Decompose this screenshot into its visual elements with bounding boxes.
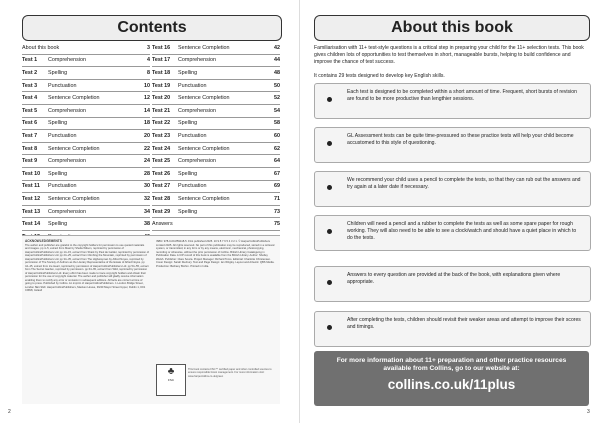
- toc-test-name: Sentence Completion: [178, 44, 230, 51]
- promo-banner: [314, 351, 589, 406]
- toc-test-name: Comprehension: [178, 107, 217, 114]
- toc-entry[interactable]: [152, 118, 280, 131]
- about-title: About this book: [314, 15, 590, 41]
- toc-test-name: Punctuation: [48, 82, 77, 89]
- promo-link[interactable]: collins.co.uk/11plus: [387, 377, 516, 392]
- toc-page-number: 32: [144, 195, 150, 202]
- toc-entry[interactable]: [152, 143, 280, 156]
- toc-test-name: Punctuation: [178, 132, 207, 139]
- bullet-text: We recommend your child uses a pencil to complete the tests, so that they can rub out the answers and try again at a later date if necessary.: [347, 177, 581, 190]
- toc-entry[interactable]: [22, 42, 150, 55]
- toc-test-number: Test 17: [152, 57, 171, 64]
- toc-page-number: 44: [274, 57, 280, 64]
- intro-paragraph-1: Familiarisation with 11+ test-style questions is a critical step in preparing your child for the 11+ selection tests. This book gives children lots of opportunities to test themselves in short, manageable bursts, helping to build confidence and improve the chance of test success.: [314, 45, 584, 65]
- toc-entry[interactable]: [152, 193, 280, 206]
- toc-test-number: Test 8: [22, 145, 38, 152]
- toc-page-number: 62: [274, 145, 280, 152]
- toc-entry[interactable]: [152, 92, 280, 105]
- toc-entry[interactable]: [22, 206, 150, 219]
- toc-entry[interactable]: [152, 168, 280, 181]
- toc-test-name: Punctuation: [48, 183, 77, 190]
- toc-page-number: 52: [274, 95, 280, 102]
- bullet-item: [314, 171, 591, 207]
- toc-entry[interactable]: [152, 155, 280, 168]
- toc-test-number: Test 7: [22, 132, 38, 139]
- toc-test-name: Spelling: [178, 208, 198, 215]
- toc-test-name: Comprehension: [48, 57, 87, 64]
- toc-test-name: Sentence Completion: [178, 145, 230, 152]
- toc-test-number: Test 3: [22, 82, 38, 89]
- bullet-text: After completing the tests, children should revisit their weaker areas and attempt to improve their scores and timings.: [347, 317, 581, 330]
- toc-test-number: Test 4: [22, 95, 38, 102]
- toc-test-number: Test 18: [152, 69, 171, 76]
- bullet-dot-icon: [327, 280, 332, 285]
- intro-paragraph-2: It contains 29 tests designed to develop key English skills.: [314, 73, 445, 79]
- toc-page-number: 54: [274, 107, 280, 114]
- toc-test-number: Test 25: [152, 158, 171, 165]
- toc-test-name: Comprehension: [48, 107, 87, 114]
- toc-test-name: Punctuation: [48, 132, 77, 139]
- toc-column-2: [152, 42, 280, 253]
- acknowledgements-panel: [22, 235, 280, 404]
- toc-test-number: Test 27: [152, 183, 171, 190]
- toc-test-name: Comprehension: [48, 208, 87, 215]
- toc-test-name: Punctuation: [178, 183, 207, 190]
- toc-test-name: Punctuation: [178, 82, 207, 89]
- toc-page-number: 3: [147, 44, 150, 51]
- toc-entry[interactable]: [22, 118, 150, 131]
- bullet-text: Children will need a pencil and a rubber to complete the tests as well as some spare paper for rough working. They will also need to be able to see a clock/watch and should have a quiet place in which to do the tests.: [347, 221, 577, 241]
- toc-page-number: 38: [144, 221, 150, 228]
- toc-test-name: Sentence Completion: [48, 195, 100, 202]
- toc-entry[interactable]: [22, 67, 150, 80]
- bullet-dot-icon: [327, 325, 332, 330]
- toc-entry[interactable]: [152, 55, 280, 68]
- bullet-dot-icon: [327, 141, 332, 146]
- toc-entry[interactable]: [152, 218, 280, 231]
- toc-entry[interactable]: [22, 143, 150, 156]
- acknowledgements-column-a: [25, 240, 149, 293]
- toc-test-number: Test 9: [22, 158, 38, 165]
- toc-entry[interactable]: [152, 67, 280, 80]
- bullet-dot-icon: [327, 185, 332, 190]
- toc-test-name: Spelling: [178, 120, 198, 127]
- toc-entry[interactable]: [22, 218, 150, 231]
- intro-text: [314, 45, 589, 87]
- toc-test-name: Sentence Completion: [178, 95, 230, 102]
- toc-page-number: 14: [144, 107, 150, 114]
- fsc-label: FSC: [168, 378, 174, 382]
- toc-entry[interactable]: [22, 92, 150, 105]
- toc-test-number: Test 21: [152, 107, 171, 114]
- toc-page-number: 69: [274, 183, 280, 190]
- toc-test-number: Test 1: [22, 57, 38, 64]
- toc-page-number: 4: [147, 57, 150, 64]
- toc-entry[interactable]: [152, 105, 280, 118]
- toc-test-name: Sentence Completion: [48, 95, 100, 102]
- toc-page-number: 50: [274, 82, 280, 89]
- toc-entry[interactable]: [22, 105, 150, 118]
- bullet-item: [314, 215, 591, 251]
- toc-test-name: Spelling: [48, 170, 68, 177]
- toc-entry-label: About this book: [22, 44, 60, 51]
- toc-test-number: Test 20: [152, 95, 171, 102]
- fsc-logo: [156, 364, 186, 396]
- toc-entry[interactable]: [152, 206, 280, 219]
- acknowledgements-text: The author and publisher are grateful to the copyright holders for permission to use quoted materials and images. pp 4–5, extract from Mast by Sheila Wilson, reprinted by permission of HarperCollinsPublishers Ltd. pp 14–15, extract from Shark by Paul de Gelder, reprinted by permission of HarperCollinsPublishers Ltd. pp 24–25, extract from Climbing the Mountain, reprinted by permission of HarperCollinsPublishers Ltd. pp 34–35, extract from The Highwayman by Alfred Noyes, reprinted by permission of The Society of Authors as the Literary Representative of the Estate of Alfred Noyes. pp 44–45, extract from Ice Heart, reprinted by permission of HarperCollinsPublishers Ltd. pp 54–55, extract from The Secret Garden, reprinted by permission. pp 64–65, extract from Wild, reprinted by permission of HarperCollinsPublishers Ltd. Every effort has been made to trace copyright holders and obtain their permission for the use of copyright material. The author and publisher will gladly receive information enabling them to rectify any error or omission in subsequent editions. All facts are correct at time of going to press. Published by Collins. An imprint of HarperCollinsPublishers. 1 London Bridge Street, London SE1 9GF. HarperCollinsPublishers, Macken House, 39/40 Mayor Street Upper, Dublin 1, D01 C9W8, Ireland: [25, 243, 149, 292]
- toc-test-name: Spelling: [48, 221, 68, 228]
- toc-test-number: Test 12: [22, 195, 41, 202]
- toc-test-number: Test 29: [152, 208, 171, 215]
- toc-entry[interactable]: [152, 42, 280, 55]
- toc-page-number: 30: [144, 183, 150, 190]
- toc-page-number: 58: [274, 120, 280, 127]
- toc-entry[interactable]: [152, 80, 280, 93]
- toc-entry[interactable]: [22, 168, 150, 181]
- toc-test-name: Comprehension: [178, 158, 217, 165]
- toc-entry[interactable]: [152, 181, 280, 194]
- tree-icon: ♣: [167, 366, 175, 377]
- page-number-left: 2: [8, 409, 11, 415]
- toc-test-number: Test 28: [152, 195, 171, 202]
- toc-entry[interactable]: [22, 130, 150, 143]
- toc-column-1: [22, 42, 150, 253]
- toc-page-number: 64: [274, 158, 280, 165]
- toc-page-number: 20: [144, 132, 150, 139]
- toc-test-number: Test 26: [152, 170, 171, 177]
- toc-entry-label: Answers: [152, 221, 173, 228]
- toc-page-number: 60: [274, 132, 280, 139]
- toc-page-number: 73: [274, 208, 280, 215]
- acknowledgements-heading: ACKNOWLEDGEMENTS: [25, 239, 62, 243]
- toc-test-number: Test 24: [152, 145, 171, 152]
- toc-test-number: Test 6: [22, 120, 38, 127]
- toc-test-name: Spelling: [48, 69, 68, 76]
- bullet-text: GL Assessment tests can be quite time-pressured so these practice tests will help your child become accustomed to this style of questioning.: [347, 133, 574, 146]
- toc-test-number: Test 23: [152, 132, 171, 139]
- page-number-right: 3: [587, 409, 590, 415]
- toc-page-number: 42: [274, 44, 280, 51]
- toc-test-number: Test 14: [22, 221, 41, 228]
- publication-details: ISBN: 978-0-00-859118-5. First published 2025. 10 9 8 7 6 5 4 3 2 1. © HarperCollinsPublishers Limited 2025. All rights reserved. No part of this publication may be reproduced, stored in a retrieval system, or transmitted, in any form or by any means, electronic, mechanical, photocopying, recording or otherwise, without the prior permission of Collins. British Library Cataloguing in Publication Data. A CIP record of this book is available from the British Library. Author: Shelley Welsh. Publisher: Clare Souza. Project Manager: Richard Toms. Editorial: Charlotte Christensen. Cover Design: Sarah Duxbury. Text and Page Design: Ian Wrigley. Layout and Artwork: QBS Media. Production: Bethany Brohm. Printed in India.: [156, 240, 275, 268]
- toc-page-number: 12: [144, 95, 150, 102]
- toc-entry[interactable]: [22, 55, 150, 68]
- toc-test-name: Spelling: [48, 120, 68, 127]
- toc-entry[interactable]: [152, 130, 280, 143]
- toc-entry[interactable]: [22, 193, 150, 206]
- toc-page-number: 75: [274, 221, 280, 228]
- toc-test-name: Comprehension: [178, 57, 217, 64]
- toc-test-number: Test 11: [22, 183, 40, 190]
- toc-page-number: 67: [274, 170, 280, 177]
- bullet-text: Each test is designed to be completed within a short amount of time. Frequent, short bursts of revision are found to be more productive than lengthier sessions.: [347, 89, 577, 102]
- toc-page-number: 28: [144, 170, 150, 177]
- bullet-item: [314, 311, 591, 347]
- toc-entry[interactable]: [22, 80, 150, 93]
- toc-test-number: Test 10: [22, 170, 41, 177]
- toc-page-number: 34: [144, 208, 150, 215]
- toc-test-number: Test 13: [22, 208, 41, 215]
- toc-test-name: Comprehension: [48, 158, 87, 165]
- bullet-dot-icon: [327, 229, 332, 234]
- toc-test-number: Test 2: [22, 69, 38, 76]
- toc-page-number: 8: [147, 69, 150, 76]
- toc-test-number: Test 16: [152, 44, 171, 51]
- bullet-item: [314, 127, 591, 163]
- bullet-item: [314, 83, 591, 119]
- contents-title: Contents: [22, 15, 282, 41]
- toc-test-name: Spelling: [178, 69, 198, 76]
- about-page: [300, 0, 600, 423]
- toc-test-name: Spelling: [178, 170, 198, 177]
- toc-test-name: Sentence Completion: [48, 145, 100, 152]
- toc-page-number: 22: [144, 145, 150, 152]
- toc-test-number: Test 19: [152, 82, 171, 89]
- bullet-dot-icon: [327, 97, 332, 102]
- toc-page-number: 71: [274, 195, 280, 202]
- toc-test-name: Sentence Completion: [178, 195, 230, 202]
- toc-entry[interactable]: [22, 155, 150, 168]
- promo-text: For more information about 11+ preparation and other practice resources available from Collins, go to our website at:: [336, 357, 567, 372]
- toc-test-number: Test 22: [152, 120, 171, 127]
- bullet-text: Answers to every question are provided at the back of the book, with explanations given where appropriate.: [347, 272, 561, 285]
- toc-page-number: 10: [144, 82, 150, 89]
- fsc-text: This book contains FSC™ certified paper and other controlled sources to ensure responsible forest management. For more information visit: www.harpercollins.co.uk/green: [188, 368, 272, 378]
- toc-test-number: Test 5: [22, 107, 38, 114]
- toc-page-number: 24: [144, 158, 150, 165]
- toc-page-number: 48: [274, 69, 280, 76]
- toc-page-number: 18: [144, 120, 150, 127]
- bullet-item: [314, 266, 591, 302]
- toc-entry[interactable]: [22, 181, 150, 194]
